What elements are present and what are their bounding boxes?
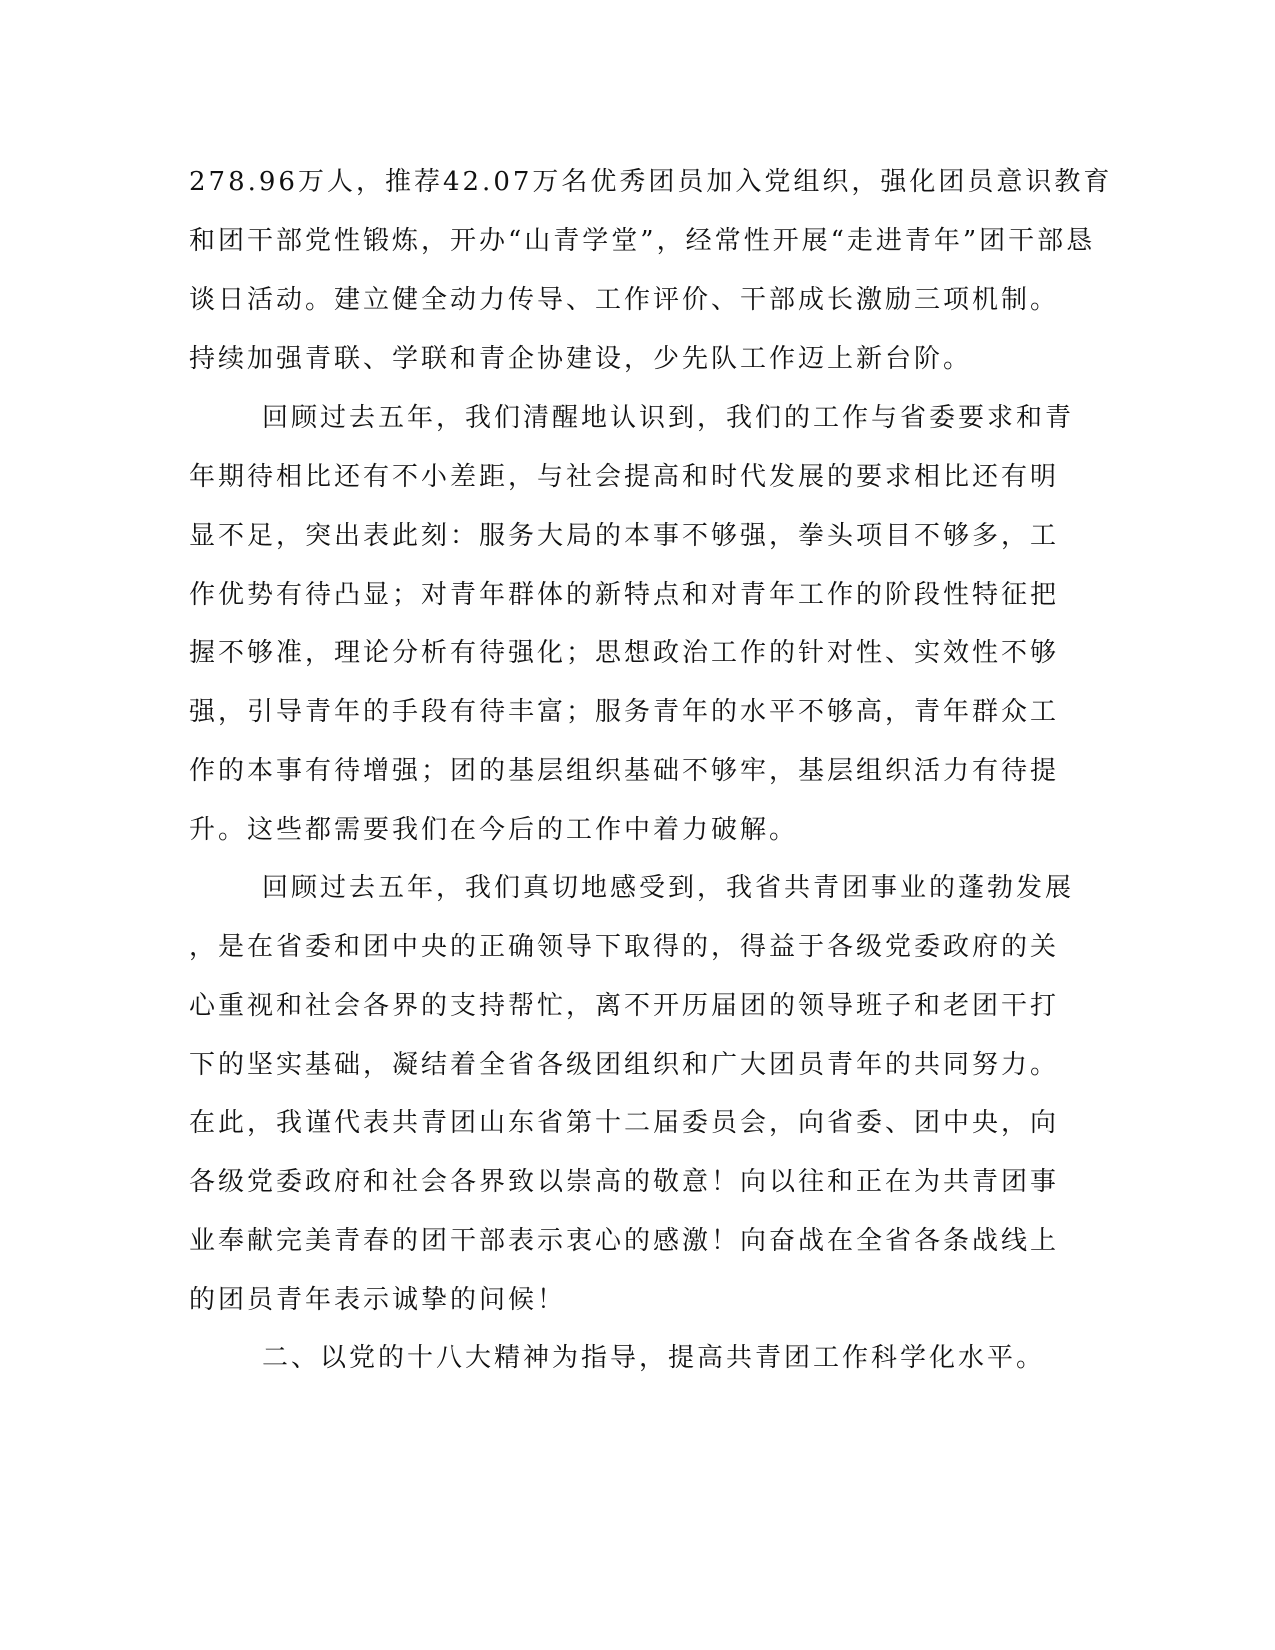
text-line: 作的本事有待增强；团的基层组织基础不够牢，基层组织活力有待提 bbox=[189, 756, 1060, 786]
paragraph-first-line: 回顾过去五年，我们真切地感受到，我省共青团事业的蓬勃发展 bbox=[262, 873, 1075, 903]
text-line: 年期待相比还有不小差距，与社会提高和时代发展的要求相比还有明 bbox=[189, 462, 1060, 492]
text-line: 显不足，突出表此刻：服务大局的本事不够强，拳头项目不够多，工 bbox=[189, 521, 1060, 551]
paragraph-first-line: 回顾过去五年，我们清醒地认识到，我们的工作与省委要求和青 bbox=[262, 403, 1075, 433]
text-line: 心重视和社会各界的支持帮忙，离不开历届团的领导班子和老团干打 bbox=[189, 991, 1060, 1021]
text-line: 278.96万人，推荐42.07万名优秀团员加入党组织，强化团员意识教育 bbox=[189, 167, 1113, 197]
text-line: ，是在省委和团中央的正确领导下取得的，得益于各级党委政府的关 bbox=[189, 932, 1060, 962]
text-line: 和团干部党性锻炼，开办“山青学堂”，经常性开展“走进青年”团干部恳 bbox=[189, 226, 1096, 256]
text-line: 业奉献完美青春的团干部表示衷心的感激！向奋战在全省各条战线上 bbox=[189, 1226, 1060, 1256]
text-line: 升。这些都需要我们在今后的工作中着力破解。 bbox=[189, 815, 799, 845]
text-line: 握不够准，理论分析有待强化；思想政治工作的针对性、实效性不够 bbox=[189, 638, 1060, 668]
text-line: 下的坚实基础，凝结着全省各级团组织和广大团员青年的共同努力。 bbox=[189, 1050, 1060, 1080]
text-line: 谈日活动。建立健全动力传导、工作评价、干部成长激励三项机制。 bbox=[189, 285, 1060, 315]
text-line: 强，引导青年的手段有待丰富；服务青年的水平不够高，青年群众工 bbox=[189, 697, 1060, 727]
text-line: 在此，我谨代表共青团山东省第十二届委员会，向省委、团中央，向 bbox=[189, 1108, 1060, 1138]
section-heading: 二、以党的十八大精神为指导，提高共青团工作科学化水平。 bbox=[262, 1343, 1046, 1373]
text-line: 各级党委政府和社会各界致以崇高的敬意！向以往和正在为共青团事 bbox=[189, 1167, 1060, 1197]
text-line: 作优势有待凸显；对青年群体的新特点和对青年工作的阶段性特征把 bbox=[189, 580, 1060, 610]
text-line: 的团员青年表示诚挚的问候！ bbox=[189, 1285, 567, 1315]
text-line: 持续加强青联、学联和青企协建设，少先队工作迈上新台阶。 bbox=[189, 344, 973, 374]
